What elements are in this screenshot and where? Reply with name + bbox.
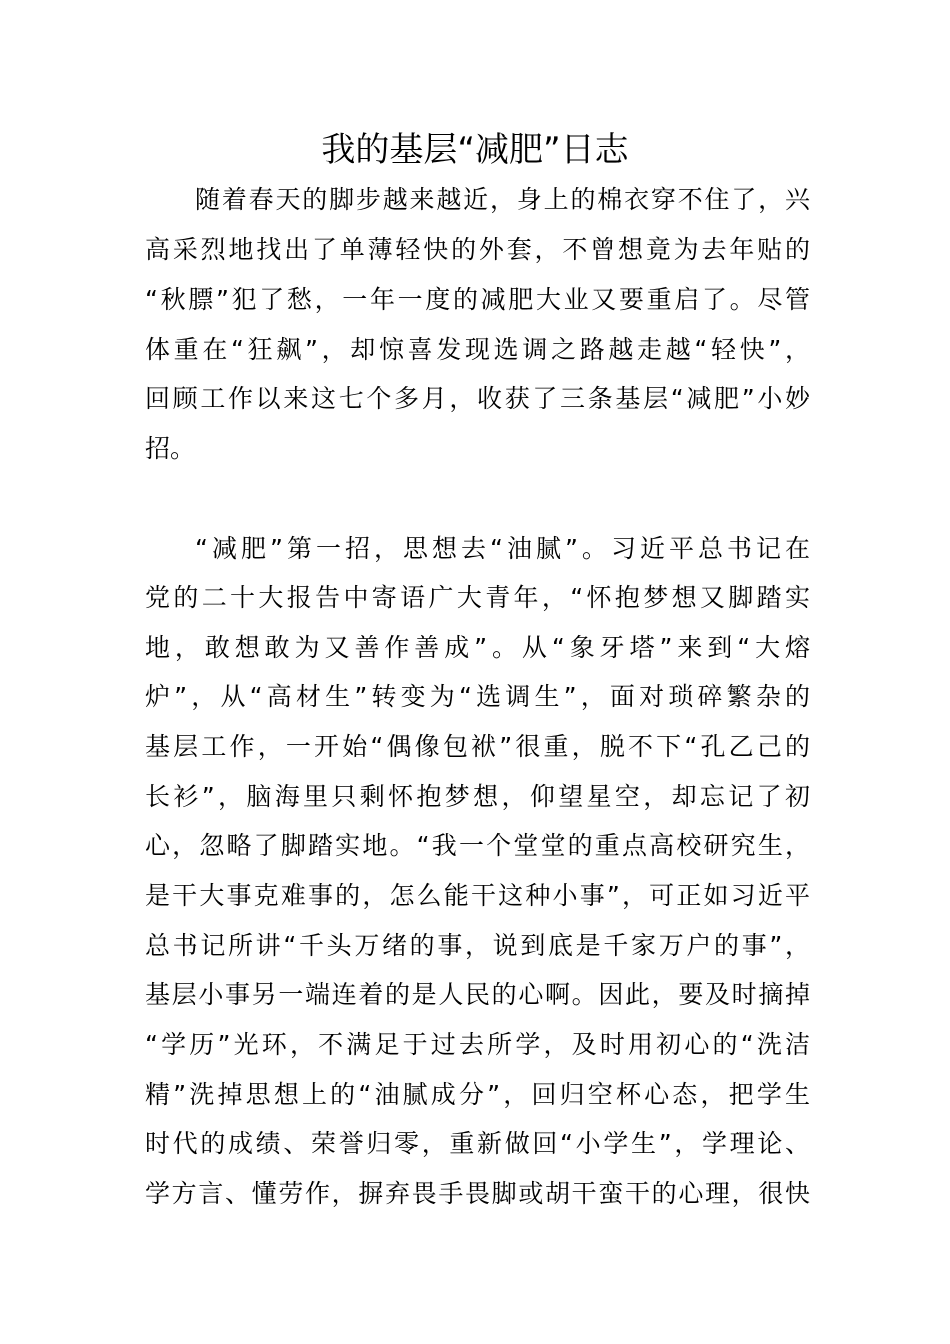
paragraph-2-line-13: 时代的成绩、荣誉归零，重新做回“小学生”，学理论、 — [145, 1129, 810, 1158]
paragraph-2-line-7: 心，忽略了脚踏实地。“我一个堂堂的重点高校研究生， — [145, 831, 810, 860]
paragraph-2-line-11: “学历”光环，不满足于过去所学，及时用初心的“洗洁 — [145, 1030, 810, 1059]
paragraph-1-line-6: 招。 — [145, 434, 196, 463]
paragraph-2-line-2: 党的二十大报告中寄语广大青年，“怀抱梦想又脚踏实 — [145, 583, 810, 612]
paragraph-1-line-5: 回顾工作以来这七个多月，收获了三条基层“减肥”小妙 — [145, 384, 810, 413]
paragraph-1-line-4: 体重在“狂飙”，却惊喜发现选调之路越走越“轻快”， — [145, 335, 810, 364]
paragraph-2-line-14: 学方言、懂劳作，摒弃畏手畏脚或胡干蛮干的心理，很快 — [145, 1179, 810, 1208]
paragraph-2-line-5: 基层工作，一开始“偶像包袱”很重，脱不下“孔乙己的 — [145, 732, 810, 761]
paragraph-1-line-3: “秋膘”犯了愁，一年一度的减肥大业又要重启了。尽管 — [145, 285, 810, 314]
document-title: 我的基层“减肥”日志 — [321, 130, 629, 170]
paragraph-2-line-8: 是干大事克难事的，怎么能干这种小事”，可正如习近平 — [145, 881, 810, 910]
paragraph-2-line-3: 地，敢想敢为又善作善成”。从“象牙塔”来到“大熔 — [145, 633, 810, 662]
paragraph-2-line-10: 基层小事另一端连着的是人民的心啊。因此，要及时摘掉 — [145, 980, 810, 1009]
paragraph-2-line-4: 炉”，从“高材生”转变为“选调生”，面对琐碎繁杂的 — [145, 682, 810, 711]
paragraph-1-line-2: 高采烈地找出了单薄轻快的外套，不曾想竟为去年贴的 — [145, 235, 810, 264]
paragraph-2-line-6: 长衫”，脑海里只剩怀抱梦想，仰望星空，却忘记了初 — [145, 782, 810, 811]
paragraph-2-line-12: 精”洗掉思想上的“油腻成分”，回归空杯心态，把学生 — [145, 1080, 810, 1109]
paragraph-2-line-1: “减肥”第一招，思想去“油腻”。习近平总书记在 — [195, 534, 810, 563]
paragraph-2-line-9: 总书记所讲“千头万绪的事，说到底是千家万户的事”， — [145, 931, 810, 960]
paragraph-1-line-1: 随着春天的脚步越来越近，身上的棉衣穿不住了，兴 — [195, 185, 810, 214]
